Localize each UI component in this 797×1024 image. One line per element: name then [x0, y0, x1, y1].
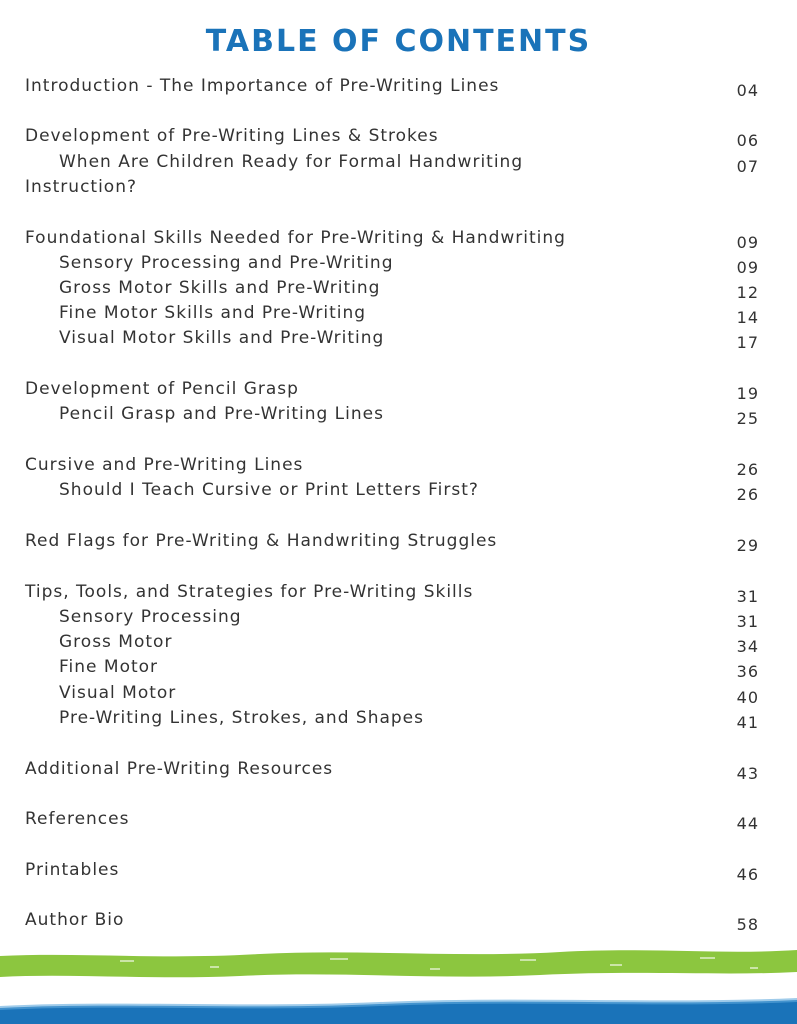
- toc-entry-label: Introduction - The Importance of Pre-Writing Lines: [25, 76, 500, 96]
- toc-entry-label: Foundational Skills Needed for Pre-Writing & Handwriting: [25, 228, 566, 248]
- toc-entry-label: Visual Motor Skills and Pre-Writing: [59, 328, 385, 348]
- toc-entry-sensory-processing[interactable]: [25, 605, 785, 631]
- toc-entry-page-number: 40: [736, 688, 759, 707]
- toc-entry-label: Pre-Writing Lines, Strokes, and Shapes: [59, 708, 424, 728]
- toc-entry-page-number: 06: [736, 131, 759, 150]
- toc-entry-page-number: 19: [736, 384, 759, 403]
- toc-entry-additional-resources[interactable]: [25, 757, 785, 783]
- toc-entry-page-number: 12: [736, 283, 759, 302]
- toc-entry-label: Development of Pre-Writing Lines & Strokes: [25, 126, 439, 146]
- toc-entry-label: Sensory Processing and Pre-Writing: [59, 253, 394, 273]
- decorative-stripes: [0, 940, 797, 1024]
- toc-entry-development-of-pencil-grasp[interactable]: [25, 377, 785, 403]
- toc-entry-references[interactable]: [25, 807, 785, 833]
- toc-entry-label: When Are Children Ready for Formal Handwriting: [59, 152, 524, 172]
- toc-entry-foundational-skills[interactable]: [25, 226, 785, 252]
- toc-entry-visual-motor[interactable]: [25, 681, 785, 707]
- toc-entry-page-number: 25: [736, 409, 759, 428]
- toc-entry-development-of-pre-writing-lines[interactable]: [25, 124, 785, 150]
- toc-entry-tips-tools-strategies[interactable]: [25, 580, 785, 606]
- toc-entry-author-bio[interactable]: [25, 908, 785, 934]
- toc-entry-label: Tips, Tools, and Strategies for Pre-Writing Skills: [25, 582, 474, 602]
- toc-entry-gross-motor-skills-and-pre-writing[interactable]: [25, 276, 785, 302]
- toc-entry-label: Gross Motor: [59, 632, 173, 652]
- toc-entry-page-number: 36: [736, 662, 759, 681]
- toc-entry-label: Additional Pre-Writing Resources: [25, 759, 334, 779]
- toc-entry-cursive-or-print-first[interactable]: [25, 478, 785, 504]
- toc-entry-printables[interactable]: [25, 858, 785, 884]
- toc-entry-page-number: 04: [736, 81, 759, 100]
- toc-entry-page-number: 17: [736, 333, 759, 352]
- toc-entry-page-number: 09: [736, 258, 759, 277]
- green-brush-stripe: [0, 950, 797, 977]
- toc-entry-pencil-grasp-and-pre-writing-lines[interactable]: [25, 402, 785, 428]
- toc-entry-label: Cursive and Pre-Writing Lines: [25, 455, 304, 475]
- toc-entry-pre-writing-lines-strokes-shapes[interactable]: [25, 706, 785, 732]
- toc-entry-fine-motor[interactable]: [25, 655, 785, 681]
- toc-entry-label: Fine Motor: [59, 657, 159, 677]
- toc-entry-page-number: 07: [736, 157, 759, 176]
- toc-entry-page-number: 31: [736, 612, 759, 631]
- toc-entry-page-number: 41: [736, 713, 759, 732]
- toc-entry-label-continued: Instruction?: [25, 177, 138, 197]
- toc-entry-label: Fine Motor Skills and Pre-Writing: [59, 303, 367, 323]
- toc-entry-page-number: 09: [736, 233, 759, 252]
- toc-entry-page-number: 14: [736, 308, 759, 327]
- toc-entry-page-number: 26: [736, 460, 759, 479]
- toc-entry-page-number: 26: [736, 485, 759, 504]
- toc-entry-page-number: 29: [736, 536, 759, 555]
- toc-entry-page-number: 46: [736, 865, 759, 884]
- toc-entry-sensory-processing-and-pre-writing[interactable]: [25, 251, 785, 277]
- toc-entry-cursive-and-pre-writing-lines[interactable]: [25, 453, 785, 479]
- toc-entry-label: Development of Pencil Grasp: [25, 379, 299, 399]
- toc-entry-label: Sensory Processing: [59, 607, 242, 627]
- toc-entry-label: Should I Teach Cursive or Print Letters First?: [59, 480, 479, 500]
- toc-entry-page-number: 44: [736, 814, 759, 833]
- toc-entry-label: Pencil Grasp and Pre-Writing Lines: [59, 404, 384, 424]
- toc-entry-page-number: 58: [736, 915, 759, 934]
- toc-entry-label: Visual Motor: [59, 683, 177, 703]
- toc-entry-page-number: 31: [736, 587, 759, 606]
- page-title: TABLE OF CONTENTS: [205, 24, 592, 59]
- toc-entry-label: References: [25, 809, 130, 829]
- toc-entry-visual-motor-skills-and-pre-writing[interactable]: [25, 326, 785, 352]
- toc-entry-label: Author Bio: [25, 910, 125, 930]
- toc-entry-when-are-children-ready[interactable]: [25, 150, 785, 176]
- toc-entry-label: Gross Motor Skills and Pre-Writing: [59, 278, 381, 298]
- toc-entry-page-number: 43: [736, 764, 759, 783]
- toc-entry-fine-motor-skills-and-pre-writing[interactable]: [25, 301, 785, 327]
- toc-entry-red-flags[interactable]: [25, 529, 785, 555]
- toc-entry-introduction[interactable]: [25, 74, 785, 100]
- toc-entry-page-number: 34: [736, 637, 759, 656]
- toc-entry-gross-motor[interactable]: [25, 630, 785, 656]
- toc-entry-label: Red Flags for Pre-Writing & Handwriting Struggles: [25, 531, 498, 551]
- toc-entry-label: Printables: [25, 860, 120, 880]
